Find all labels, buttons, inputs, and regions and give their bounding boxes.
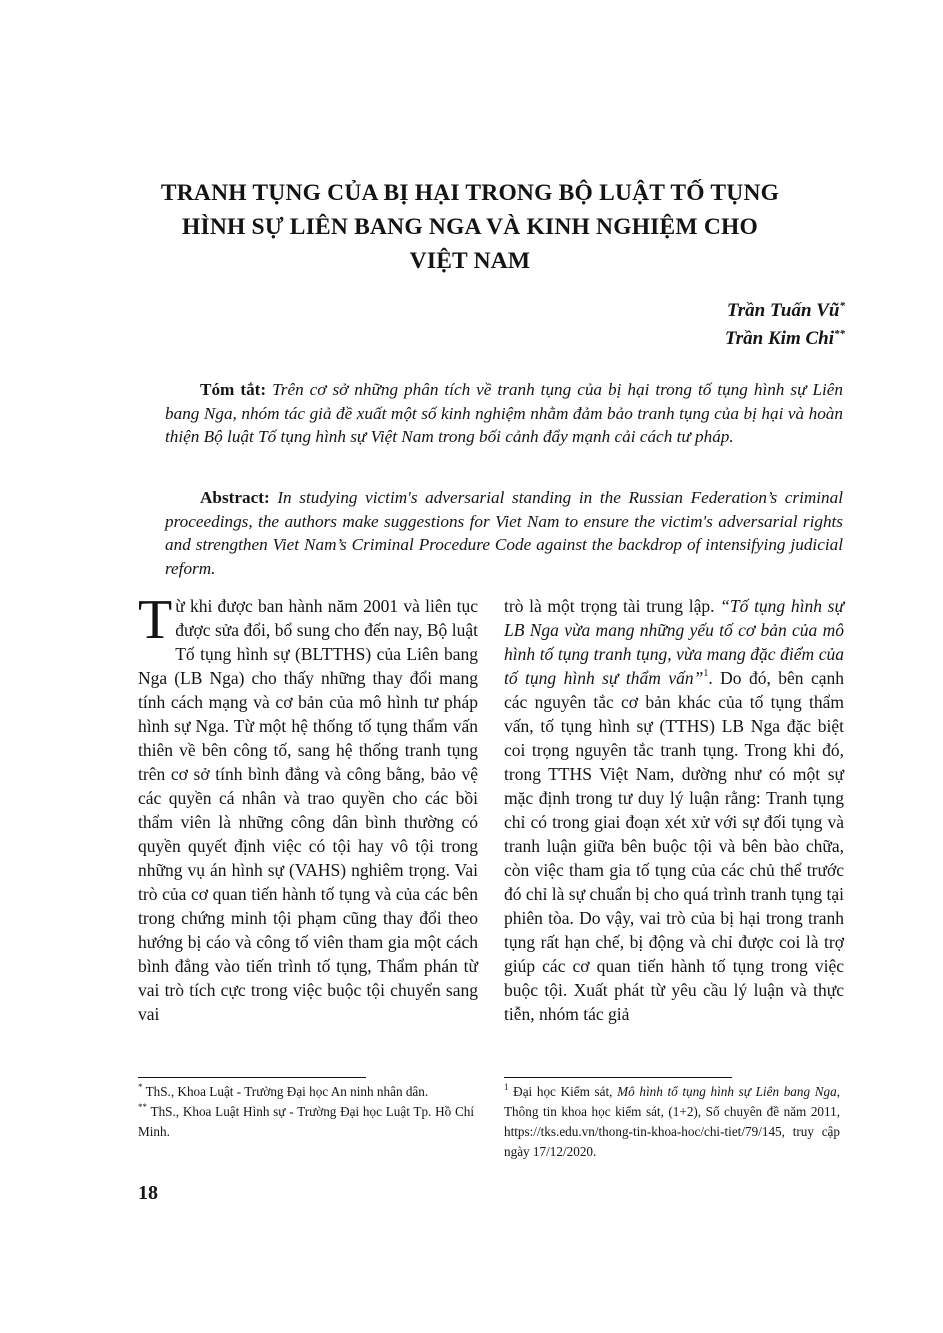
footnote-right: $^1$ Đại học Kiểm sát, Mô hình tố tụng hình sự Liên bang Nga, Thông tin khoa học kiểm sát, (1+2), Số chuyên đề năm 2011, https://tks.edu.vn/thong-tin-khoa-hoc/chi-tiet/79/145, truy cập ngày 17/12/2020. — [504, 1082, 841, 1159]
footnote-author-1: * ThS., Khoa Luật - Trường Đại học An ninh nhân dân. — [138, 1082, 429, 1099]
author-2-mark: ** — [834, 328, 845, 340]
body-column-right — [504, 594, 844, 1026]
abstract-en-text: In studying victim's adversarial standing in the Russian Federation’s criminal proceedings, the authors make suggestions for Viet Nam to ensure the victim's adversarial rights and strengthen Viet Nam’s Criminal Procedure Code against the backdrop of intensifying judicial reform. — [165, 488, 844, 578]
body-left-text: ừ khi được ban hành năm 2001 và liên tục được sửa đổi, bổ sung cho đến nay, Bộ luật Tố tụng hình sự (BLTTHS) của Liên bang Nga (LB Nga) cho thấy những thay đổi mang tính cách mạng và cơ bản của mô hình tư pháp hình sự Nga. Từ một hệ thống tố tụng thẩm vấn thiên về bên công tố, sang hệ thống tranh tụng trên cơ sở tính bình đẳng và công bằng, bảo vệ các quyền cá nhân và trao quyền cho các bồi thẩm viên là những công dân bình thường có quyền quyết định việc có tội hay vô tội trong những vụ án hình sự (VAHS) nghiêm trọng. Vai trò của cơ quan tiến hành tố tụng và của các bên trong chứng minh tội phạm cũng thay đổi theo hướng bị cáo và công tố viên tham gia một cách bình đẳng vào tiến trình tố tụng, Thẩm phán từ vai trò tích cực trong việc buộc tội chuyển sang vai — [138, 596, 478, 1024]
footnote-1-mark: 1 — [504, 1082, 509, 1092]
footnote-divider-left — [138, 1077, 366, 1078]
body-right-text-end: . Do đó, bên cạnh các nguyên tắc cơ bản khác của tố tụng thẩm vấn, tố tụng hình sự (TTHS) LB Nga đặc biệt coi trọng nguyên tắc tranh tụng. Trong khi đó, trong TTHS Việt Nam, dường như có một sự mặc định trong tư duy lý luận rằng: Tranh tụng chỉ có trong giai đoạn xét xử với sự đối tụng và tranh luận giữa bên buộc tội và bên bào chữa, còn việc tham gia tố tụng của các chủ thể trước đó chỉ là sự chuẩn bị cho quá trình tranh tụng tại phiên tòa. Do vậy, vai trò của bị hại trong tranh tụng rất hạn chế, bị động và chỉ được coi là trợ giúp các cơ quan tiến hành tố tụng trong việc buộc tội. Xuất phát từ yêu cầu lý luận và thực tiễn, nhóm tác giả — [504, 668, 844, 1024]
body-right-quote: “Tố tụng hình sự LB Nga vừa mang những yếu tố cơ bản của mô hình tố tụng tranh tụng, vừa mang đặc điểm của tố tụng hình sự thẩm vấn” — [504, 596, 845, 688]
abstract-vi-label: Tóm tắt: — [200, 380, 267, 399]
article-title — [120, 176, 820, 278]
page-number: 18 — [138, 1182, 158, 1204]
drop-cap: T — [138, 589, 173, 651]
footnotes-left — [138, 1082, 474, 1142]
abstract-english — [165, 486, 843, 580]
title-line-3: VIỆT NAM — [409, 248, 531, 274]
footnote-ref-1: 1 — [703, 668, 709, 679]
footnote-author-2: ** ThS., Khoa Luật Hình sự - Trường Đại học Luật Tp. Hồ Chí Minh. — [138, 1102, 474, 1139]
abstract-en-label: Abstract: — [200, 488, 270, 507]
author-1-mark: * — [839, 300, 845, 312]
body-right-text-start: trò là một trọng tài trung lập. — [504, 596, 721, 616]
author-1: Trần Tuấn Vũ* — [726, 300, 845, 321]
author-list — [725, 297, 845, 353]
footnote-1-source-title: Mô hình tố tụng hình sự Liên bang Nga — [617, 1084, 837, 1099]
abstract-vietnamese — [165, 378, 843, 449]
footnote-divider-right — [504, 1077, 732, 1078]
author-2: Trần Kim Chi** — [724, 328, 845, 349]
title-line-1: TRANH TỤNG CỦA BỊ HẠI TRONG BỘ LUẬT TỐ TỤNG — [160, 180, 780, 206]
title-line-2: HÌNH SỰ LIÊN BANG NGA VÀ KINH NGHIỆM CHO — [182, 214, 758, 240]
body-column-left — [138, 589, 478, 1026]
abstract-vi-text: Trên cơ sở những phân tích về tranh tụng của bị hại trong tố tụng hình sự Liên bang Nga, nhóm tác giả đề xuất một số kinh nghiệm nhằm đảm bảo tranh tụng của bị hại và hoàn thiện Bộ luật Tố tụng hình sự Việt Nam trong bối cảnh đẩy mạnh cải cách tư pháp. — [165, 380, 844, 446]
